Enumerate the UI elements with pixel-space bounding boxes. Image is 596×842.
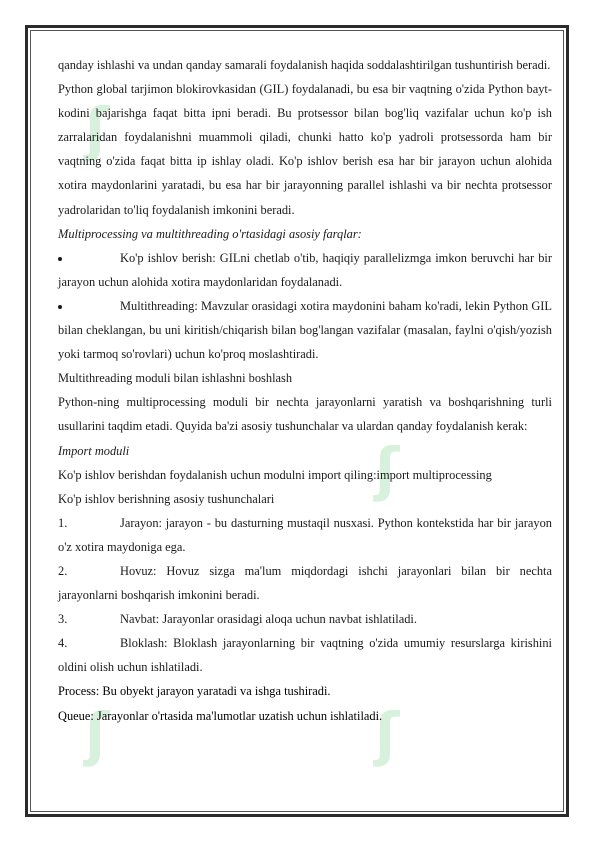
paragraph: qanday ishlashi va undan qanday samarali foydalanish haqida soddalashtirilgan tushuntirish beradi. [58, 58, 551, 72]
paragraph: Ko'p ishlov berishning asosiy tushunchalari [58, 491, 275, 506]
section-heading: Multithreading moduli bilan ishlashni boshlash [58, 371, 293, 386]
numbered-item: 3. Navbat: Jarayonlar orasidagi aloqa uchun navbat ishlatiladi. [58, 612, 417, 627]
bullet-icon [58, 305, 62, 309]
section-heading: Import moduli [58, 443, 130, 458]
watermark-logo: ʃ [85, 95, 110, 163]
paragraph: Python global tarjimon blokirovkasidan (GIL) foydalanadi, bu esa bir vaqtning o'zida Python bayt-kodini bajarishga faqat bitta ipni beradi. Bu protsessor bilan bog'liq vazifalar uchun ko'p ish zarralaridan foydalanishni muammoli qiladi, chunki hatto ko'p yadroli protsessorda ham bir vaqtning o'zida faqat bitta ip ishlay oladi. Ko'p ishlov berish esa har bir jarayon uchun alohida xotira maydonlarini yaratadi, bu esa har bir jarayonning parallel ishlashi va bir nechta protsessor yadrolaridan to'liq foydalanish imkonini beradi. [58, 82, 552, 217]
numbered-item: 1. Jarayon: jarayon - bu dasturning mustaqil nusxasi. Python kontekstida har bir jarayon o'z xotira maydoniga ega. [58, 515, 552, 554]
paragraph: Process: Bu obyekt jarayon yaratadi va ishga tushiradi. [58, 684, 331, 699]
section-heading: Multiprocessing va multithreading o'rtasidagi asosiy farqlar: [58, 226, 362, 241]
watermark-logo: ʃ [85, 700, 110, 768]
watermark-logo: ʃ [375, 700, 400, 768]
watermark-logo: ʃ [375, 435, 400, 503]
bullet-icon [58, 257, 62, 261]
numbered-item: 4. Bloklash: Bloklash jarayonlarning bir vaqtning o'zida umumiy resurslarga kirishini oldini olish uchun ishlatiladi. [58, 636, 552, 675]
paragraph: Ko'p ishlov berishdan foydalanish uchun modulni import qiling:import multiprocessing [58, 467, 492, 482]
bullet-item: Ko'p ishlov berish: GILni chetlab o'tib, haqiqiy parallelizmga imkon beruvchi har bir jarayon uchun alohida xotira maydonlaridan foydalanadi. [58, 250, 552, 289]
bullet-item: Multithreading: Mavzular orasidagi xotira maydonini baham ko'radi, lekin Python GIL bilan cheklangan, bu uni kiritish/chiqarish bilan bog'langan vazifalar (masalan, faylni o'qish/yozish yoki tarmoq so'rovlari) uchun ko'proq moslashtiradi. [58, 298, 552, 362]
paragraph: Queue: Jarayonlar o'rtasida ma'lumotlar uzatish uchun ishlatiladi. [58, 708, 383, 723]
numbered-item: 2. Hovuz: Hovuz sizga ma'lum miqdordagi ishchi jarayonlari bilan bir nechta jarayonlarni boshqarish imkonini beradi. [58, 563, 552, 603]
paragraph: Python-ning multiprocessing moduli bir nechta jarayonlarni yaratish va boshqarishning turli usullarini taqdim etadi. Quyida ba'zi asosiy tushunchalar va ulardan qanday foydalanish kerak: [58, 395, 552, 434]
document-body [58, 53, 552, 728]
